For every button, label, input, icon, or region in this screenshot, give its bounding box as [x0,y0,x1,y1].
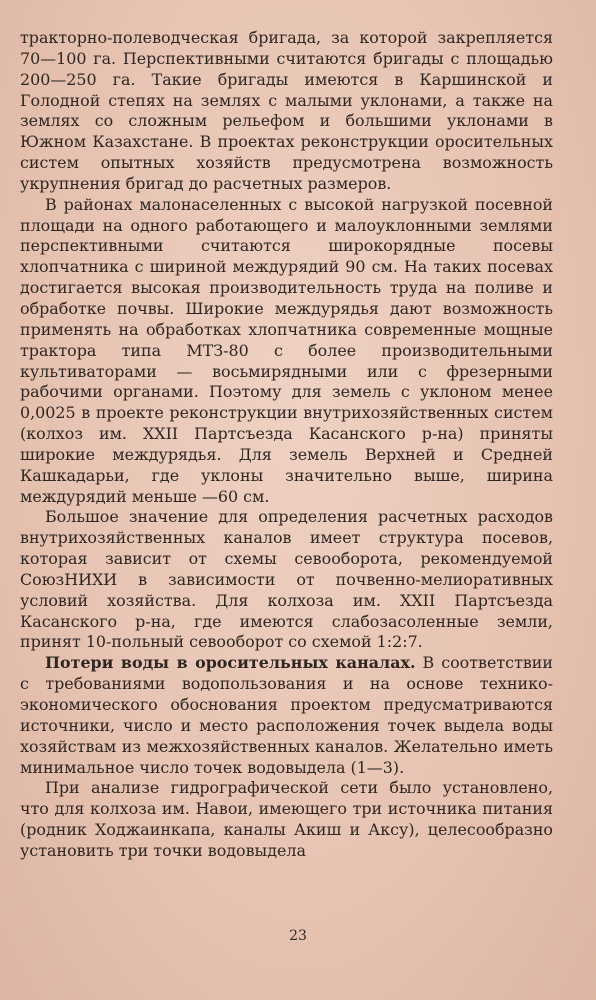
paragraph-5-text: При анализе гидрографической сети было установлено, что для колхоза им. Навои, имеющего три источника питания (родник Ходжаинкапа, каналы Акиш и Аксу), целесообразно установить три точки водовыдела [20,778,553,860]
paragraph-5 [20,778,553,861]
paragraph-2 [20,195,553,508]
section-heading-water-losses: Потери воды в оросительных каналах. [45,653,416,673]
paragraph-4-text: В соответствии с требованиями водопользования и на основе технико-экономического обоснования проектом предусматриваются источники, число и место расположения точек выдела воды хозяйствам из межхозяйственных каналов. Желательно иметь минимальное число точек водовыдела (1—3). [20,653,553,777]
paragraph-1 [20,28,553,195]
page-text [20,28,553,862]
page-number: 23 [289,928,307,944]
paragraph-2-text: В районах малонаселенных с высокой нагрузкой посевной площади на одного работающего и малоуклонными землями перспективными считаются широкорядные посевы хлопчатника с шириной междурядий 90 см. На таких посевах достигается высокая производительность труда на поливе и обработке почвы. Широкие междурядья дают возможность применять на обработках хлопчатника современные мощные трактора типа МТЗ-80 с более производительными культиваторами — восьмирядными или с фрезерными рабочими органами. Поэтому для земель с уклоном менее 0,0025 в проекте реконструкции внутрихозяйственных систем (колхоз им. XXII Партсъезда Касанского р-на) приняты широкие междурядья. Для земель Верхней и Средней Кашкадарьи, где уклоны значительно выше, ширина междурядий меньше —60 см. [20,194,553,506]
paragraph-1-text: тракторно-полеводческая бригада, за которой закрепляется 70—100 га. Перспективными считаются бригады с площадью 200—250 га. Такие бригады имеются в Каршинской и Голодной степях на землях с малыми уклонами, а также на землях со сложным рельефом и большими уклонами в Южном Казахстане. В проектах реконструкции оросительных систем опытных хозяйств предусмотрена возможность укрупнения бригад до расчетных размеров. [20,28,553,193]
paragraph-3 [20,507,553,653]
paragraph-4 [20,653,553,778]
paragraph-3-text: Большое значение для определения расчетных расходов внутрихозяйственных каналов имеет структура посевов, которая зависит от схемы севооборота, рекомендуемой СоюзНИХИ в зависимости от почвенно-мелиоративных условий хозяйства. Для колхоза им. XXII Партсъезда Касанского р-на, где имеются слабозасоленные земли, принят 10-польный севооборот со схемой 1:2:7. [20,507,553,652]
